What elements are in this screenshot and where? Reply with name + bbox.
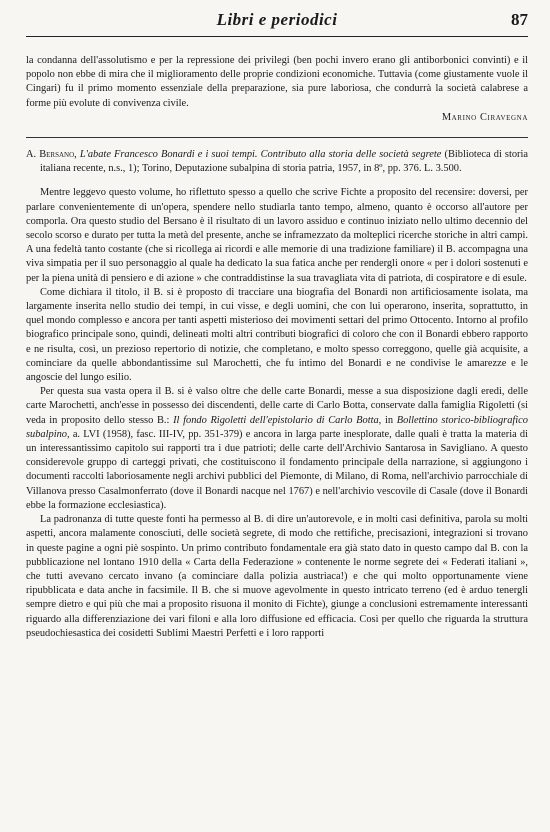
page-header — [26, 10, 528, 37]
section-divider — [26, 137, 528, 138]
review-paragraph-2: Come dichiara il titolo, il B. si è proposto di tracciare una biografia del Bonardi non artificiosamente isolata, ma largamente inserita nello studio dei tempi, in cui visse, e degli uomini, che con lui operarono, inserita, soprattutto, in quel mondo complesso e ancora per tanti aspetti misterioso dei movimenti settari del primo Ottocento. Intorno al profilo biografico principale sono, quindi, delineati molti altri contributi biografici di coloro che con il Bonardi ebbero rapporto e ne risulta, così, un prezioso repertorio di notizie, che completano, e molto spesso correggono, quelle già acquisite, a cominciare da quelle abbondantissime sul Marochetti, che fu intimo del Bonardi e ne condivise le amarezze e le angoscie del lungo esilio. — [26, 286, 528, 384]
review-paragraph-4: La padronanza di tutte queste fonti ha permesso al B. di dire un'autorevole, e in molti casi definitiva, parola su molti aspetti, ancora malamente conosciuti, delle società segrete, di modo che rettifiche, precisazioni, integrazioni si trovano in queste pagine a ogni piè sospinto. Un primo contributo fondamentale era già stato dato in questo campo dal B. con la pubblicazione nel lontano 1910 della « Carta della Federazione » contenente le norme segrete dei « Federati italiani », che tutti avevano cercato invano (a cominciare dalla polizia austriaca!) e che qui molto opportunamente viene ripubblicata e data anche in facsimile. Il B. che si muove agevolmente in questo intricato terreno (ed è arduo tenergli sempre dietro e qui più che mai a proposito risuona il monito di Fichte), giunge a conclusioni estremamente interessanti riguardo alla differenziazione dei vari filoni e alla loro diffusione ed efficacia. Così per quello che riguarda la struttura pseudochiesastica dei cosidetti Sublimi Maestri Perfetti e i loro rapporti — [26, 514, 528, 639]
page-body — [26, 54, 528, 641]
review-paragraph-1: Mentre leggevo questo volume, ho riflettuto spesso a quello che scrive Fichte a proposito del recensire: doversi, per parlare convenientemente di un'opera, spendere nello studiarla tanto tempo, almeno, quanto è occorso all'autore per comporla. Ora questo studio del Bersano è il risultato di un lavoro assiduo e continuo iniziato nello ultimo decennio del secolo scorso e durato per tutta la metà del presente, anche se inframezzato da molteplici ricerche storiche in altri campi. A una fedeltà tanto costante (che si ricollega ai ricordi e alle memorie di una tradizione familiare) il B. accompagna una viva simpatia per il suo personaggio al quale ha dedicato la sua fatica anche per rendergli onore « per i dolori sostenuti e per la piena unità di pensiero e di azione » che contraddistinse la sua travagliata vita di patriota, di cospiratore e di esule. — [26, 187, 528, 284]
paragraph-3-text-b: , in — [378, 414, 397, 426]
previous-review-ending: la condanna dell'assolutismo e per la repressione dei privilegi (ben pochi invero erano gli antiborbonici convinti) e il popolo non ebbe di mira che il miglioramento delle proprie condizioni economiche. Tuttavia (come giustamente vuole il Cingari) fu il primo momento essenziale della preparazione, sia pure laboriosa, che condurrà la società calabrese a forme più evolute di convivenza civile. — [26, 55, 528, 109]
running-title: Libri e periodici — [216, 10, 338, 29]
book-reference — [26, 148, 528, 176]
page-number: 87 — [511, 10, 528, 29]
reference-publication: (Biblioteca di storia italiana recente, n.s., 1); Torino, Deputazione subalpina di storia patria, 1957, in 8º, pp. 376. L. 3.500. — [40, 149, 529, 175]
reference-author: A. Bersano, — [26, 149, 77, 161]
paragraph-3-text-a: Per questa sua vasta opera il B. si è valso oltre che delle carte Bonardi, messe a sua disposizione dagli eredi, delle carte Marochetti, anch'esse in possesso dei discendenti, delle carte di Carlo Botta, conservate dalla famiglia Rigoletti (si veda in proposito dello stesso B.: — [26, 386, 528, 426]
review-paragraph-3 — [26, 385, 528, 513]
paragraph-3-cited-title: Il fondo Rigoletti dell'epistolario di Carlo Botta — [173, 414, 379, 426]
paragraph-3-cited-journal: Bollettino storico-bibliografico subalpino — [26, 414, 528, 440]
paragraph-3-text-c: , a. LVI (1958), fasc. III-IV, pp. 351-379) e ancora in larga parte inesplorate, dalle quali è tratta la materia di un interessantissimo capitolo sui rapporti tra i due patrioti; delle carte dell'Archivio Santarosa in Savigliano. A questo considerevole gruppo di carteggi privati, che costituiscono il fondamento principale della narrazione, si aggiungono i documenti raccolti laboriosamente negli archivi pubblici del Piemonte, di Milano, di Roma, nell'archivio parrocchiale di Villanova presso Casalmonferrato (dove il Bonardi nacque nel 1767) e nell'archivio vescovile di Casale (dove il Bonardi ebbe la formazione ecclesiastica). — [26, 428, 528, 511]
reviewer-signature: Marino Ciravegna — [441, 111, 528, 123]
reference-title: L'abate Francesco Bonardi e i suoi tempi. Contributo alla storia delle società segrete — [79, 149, 442, 161]
